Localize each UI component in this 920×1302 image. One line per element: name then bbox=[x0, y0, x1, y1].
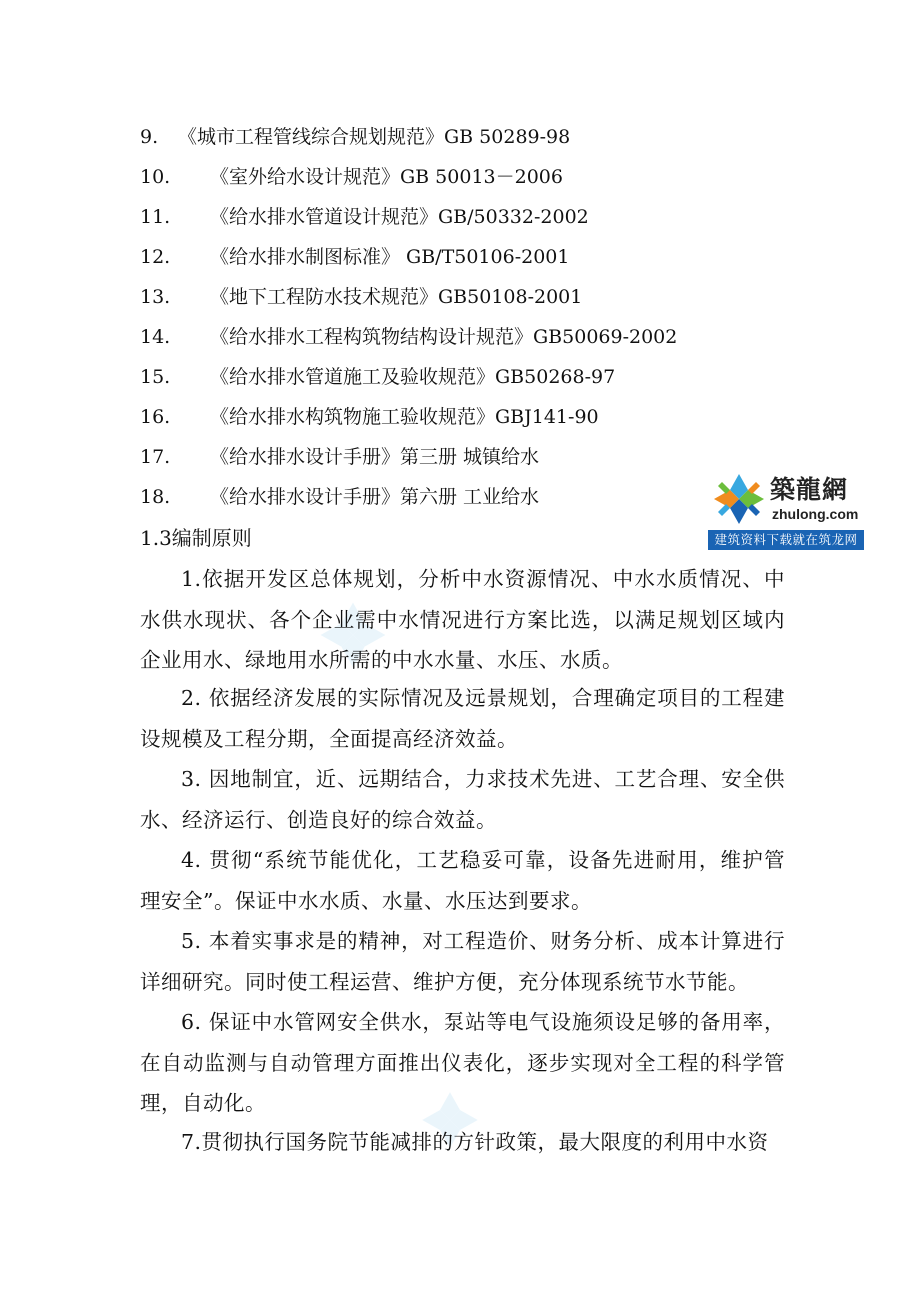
reference-item bbox=[140, 362, 615, 392]
reference-item bbox=[140, 122, 570, 152]
reference-title: 《给水排水制图标准》 GB/T50106-2001 bbox=[210, 246, 570, 268]
reference-item bbox=[140, 282, 582, 312]
reference-title: 《给水排水设计手册》第六册 工业给水 bbox=[210, 486, 540, 508]
reference-title: 《地下工程防水技术规范》GB50108-2001 bbox=[210, 286, 583, 308]
reference-item bbox=[140, 402, 599, 432]
reference-title: 《给水排水管道设计规范》GB/50332-2002 bbox=[210, 206, 589, 228]
reference-number: 14. bbox=[140, 326, 171, 348]
logo-brand-url: zhulong.com bbox=[772, 506, 859, 522]
reference-title: 《室外给水设计规范》GB 50013－2006 bbox=[210, 166, 563, 188]
section-heading: 1.3编制原则 bbox=[140, 526, 252, 550]
reference-number: 16. bbox=[140, 406, 171, 428]
reference-item bbox=[140, 322, 677, 352]
principle-paragraph: 6. 保证中水管网安全供水，泵站等电气设施须设足够的备用率，在自动监测与自动管理方面推出仪表化，逐步实现对全工程的科学管理，自动化。 bbox=[140, 1010, 785, 1115]
reference-number: 15. bbox=[140, 366, 171, 388]
reference-title: 《城市工程管线综合规划规范》GB 50289-98 bbox=[178, 126, 571, 148]
principle-paragraph: 4. 贯彻“系统节能优化，工艺稳妥可靠，设备先进耐用，维护管理安全”。保证中水水质、水量、水压达到要求。 bbox=[140, 848, 785, 913]
zhulong-logo-icon bbox=[712, 472, 766, 526]
reference-title: 《给水排水工程构筑物结构设计规范》GB50069-2002 bbox=[210, 326, 678, 348]
reference-title: 《给水排水构筑物施工验收规范》GBJ141-90 bbox=[210, 406, 599, 428]
reference-number: 10. bbox=[140, 166, 171, 188]
logo-brand-chinese: 築龍網 bbox=[770, 475, 849, 504]
zhulong-logo bbox=[708, 468, 864, 550]
reference-item bbox=[140, 162, 563, 192]
principle-paragraph: 2. 依据经济发展的实际情况及远景规划，合理确定项目的工程建设规模及工程分期，全面提高经济效益。 bbox=[140, 686, 785, 751]
reference-item bbox=[140, 202, 589, 232]
reference-number: 12. bbox=[140, 246, 171, 268]
reference-number: 11. bbox=[140, 206, 171, 228]
reference-item bbox=[140, 242, 569, 272]
principle-paragraph: 3. 因地制宜，近、远期结合，力求技术先进、工艺合理、安全供水、经济运行、创造良好的综合效益。 bbox=[140, 767, 785, 832]
reference-number: 17. bbox=[140, 446, 171, 468]
reference-number: 18. bbox=[140, 486, 171, 508]
reference-number: 13. bbox=[140, 286, 171, 308]
reference-number: 9. bbox=[140, 126, 159, 148]
logo-tagline: 建筑资料下载就在筑龙网 bbox=[708, 530, 864, 550]
reference-item bbox=[140, 482, 539, 512]
principle-paragraph: 7.贯彻执行国务院节能减排的方针政策，最大限度的利用中水资 bbox=[181, 1130, 769, 1154]
principle-paragraph: 5. 本着实事求是的精神，对工程造价、财务分析、成本计算进行详细研究。同时使工程运营、维护方便，充分体现系统节水节能。 bbox=[140, 929, 785, 994]
reference-title: 《给水排水设计手册》第三册 城镇给水 bbox=[210, 446, 540, 468]
reference-title: 《给水排水管道施工及验收规范》GB50268-97 bbox=[210, 366, 616, 388]
principle-paragraph: 1.依据开发区总体规划，分析中水资源情况、中水水质情况、中水供水现状、各个企业需中水情况进行方案比选，以满足规划区域内企业用水、绿地用水所需的中水水量、水压、水质。 bbox=[140, 567, 785, 672]
reference-item bbox=[140, 442, 539, 472]
